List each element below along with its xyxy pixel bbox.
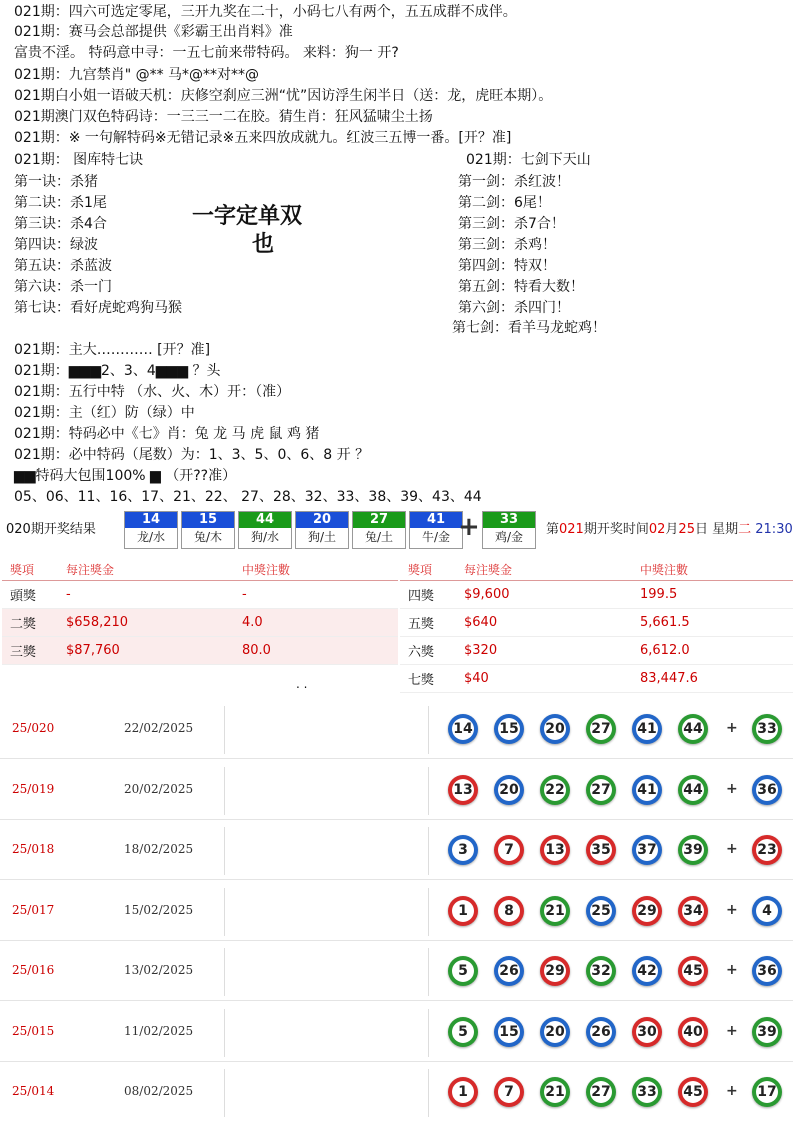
prize-name: 六獎: [400, 637, 456, 665]
ball-number: 21: [544, 900, 566, 922]
lottery-ball: [678, 714, 708, 744]
lottery-ball: [448, 775, 478, 805]
special-ball: [752, 956, 782, 986]
draw-number: 27: [353, 512, 405, 528]
column-divider: [428, 888, 429, 936]
draw-number: 20: [296, 512, 348, 528]
history-issue: 25/017: [12, 902, 55, 917]
lottery-ball: [678, 775, 708, 805]
prize-row: [400, 665, 793, 693]
prize-count: -: [234, 581, 398, 609]
ball-number: 8: [498, 900, 520, 922]
ball-number: 17: [756, 1081, 778, 1103]
ball-number: 22: [544, 779, 566, 801]
prize-count: 6,612.0: [632, 637, 793, 665]
draw-zodiac: 兔/木: [182, 528, 234, 546]
lottery-ball: [540, 714, 570, 744]
ball-number: 27: [590, 779, 612, 801]
column-divider: [224, 706, 225, 754]
lottery-ball: [632, 1017, 662, 1047]
column-divider: [428, 706, 429, 754]
lottery-ball: [678, 956, 708, 986]
plus-sign: +: [726, 1083, 738, 1099]
history-row: [0, 700, 793, 760]
ball-number: 20: [544, 1021, 566, 1043]
lottery-ball: [678, 1077, 708, 1107]
tuku-item-7: 第七诀：看好虎蛇鸡狗马猴: [14, 300, 182, 316]
line-2: 021期：赛马会总部提供《彩霸王出肖料》准: [14, 24, 293, 40]
plus-sign: +: [726, 841, 738, 857]
ball-number: 41: [636, 779, 658, 801]
row-separator: [0, 758, 793, 759]
column-divider: [428, 827, 429, 875]
special-ball: [752, 896, 782, 926]
lottery-ball: [678, 835, 708, 865]
line-1: 021期：四六可选定零尾，三开九奖在二十，小码七八有两个，五五成群不成伴。: [14, 4, 517, 20]
prize-name: 五獎: [400, 609, 456, 637]
plus-sign: +: [726, 780, 738, 797]
line-6: 021期澳门双色特码诗：一三三一二在胶。猜生肖：狂风猛啸尘土扬: [14, 109, 433, 125]
history-date: 22/02/2025: [124, 721, 194, 735]
ball-number: 7: [498, 839, 520, 861]
lottery-ball: [540, 835, 570, 865]
ball-number: 35: [590, 839, 612, 861]
line2-3: 021期：五行中特 （水、火、木）开：（准）: [14, 384, 291, 400]
tuku-item-5: 第五诀：杀蓝波: [14, 258, 112, 274]
ball-number: 45: [682, 960, 704, 982]
column-divider: [428, 1069, 429, 1117]
ball-number: 4: [756, 900, 778, 922]
prize-row: [400, 609, 793, 637]
draw-number: 14: [125, 512, 177, 528]
center-text-1: 一字定单双: [192, 203, 303, 229]
line2-2: 021期：▆▆▆2、3、4▆▆▆ ？头: [14, 363, 221, 379]
ball-number: 39: [682, 839, 704, 861]
special-ball: [752, 1077, 782, 1107]
line2-5: 021期：特码必中《七》肖：兔 龙 马 虎 鼠 鸡 猪: [14, 426, 320, 442]
draw-zodiac: 鸡/金: [483, 528, 535, 546]
prize-money: $87,760: [58, 637, 234, 665]
prize-row: [400, 581, 793, 609]
ball-number: 44: [682, 718, 704, 740]
ball-number: 42: [636, 960, 658, 982]
lottery-ball: [540, 956, 570, 986]
prize-header-money: 每注獎金: [58, 558, 234, 581]
row-separator: [0, 940, 793, 941]
ball-number: 44: [682, 779, 704, 801]
ball-number: 20: [544, 718, 566, 740]
column-divider: [224, 948, 225, 996]
ball-number: 36: [756, 779, 778, 801]
tuku-header: 021期： 图库特七诀: [14, 152, 144, 168]
info-mid: 期开奖时间: [583, 522, 649, 537]
draw-zodiac: 狗/土: [296, 528, 348, 546]
draw-result-title: 020期开奖结果: [6, 522, 96, 537]
info-month: 02: [648, 522, 666, 537]
center-text-2: 也: [252, 231, 275, 257]
prize-money: -: [58, 581, 234, 609]
prize-header-count: 中獎注數: [632, 558, 793, 581]
column-divider: [224, 1069, 225, 1117]
ball-number: 27: [590, 718, 612, 740]
lottery-ball: [586, 714, 616, 744]
prize-count: 4.0: [234, 609, 398, 637]
line2-1: 021期：主大………… [开？准]: [14, 342, 211, 358]
lottery-ball: [586, 775, 616, 805]
ball-number: 5: [452, 960, 474, 982]
tuku-item-2: 第二诀：杀1尾: [14, 195, 107, 211]
ball-number: 25: [590, 900, 612, 922]
info-time: 21:30: [755, 522, 793, 537]
info-day-unit: 日 星期: [694, 522, 739, 537]
history-issue: 25/018: [12, 842, 55, 856]
ball-number: 5: [452, 1021, 474, 1043]
ball-number: 34: [682, 900, 704, 922]
ball-number: 41: [636, 718, 658, 740]
row-separator: [0, 1000, 793, 1001]
lottery-ball: [494, 714, 524, 744]
line2-6: 021期：必中特码（尾数）为：1、3、5、0、6、8 开 ？: [14, 447, 370, 463]
lottery-ball: [586, 956, 616, 986]
history-date: 13/02/2025: [124, 963, 194, 977]
lottery-ball: [632, 956, 662, 986]
ball-number: 3: [452, 839, 474, 861]
ball-number: 1: [452, 900, 474, 922]
ball-number: 39: [756, 1021, 778, 1043]
draw-number: 41: [410, 512, 462, 528]
column-divider: [224, 767, 225, 815]
lottery-ball: [678, 1017, 708, 1047]
qijian-header: 021期：七剑下天山: [466, 152, 591, 168]
prize-table-left: [2, 558, 398, 665]
history-row: [0, 761, 793, 821]
prize-name: 二獎: [2, 609, 58, 637]
qijian-item-4: 第三剑：杀鸡！: [458, 237, 556, 253]
history-issue: 25/014: [12, 1084, 55, 1098]
ball-number: 15: [498, 718, 520, 740]
history-date: 15/02/2025: [124, 902, 194, 917]
prize-row: [2, 581, 398, 609]
column-divider: [428, 948, 429, 996]
history-issue: 25/020: [12, 721, 55, 735]
history-date: 11/02/2025: [124, 1023, 194, 1038]
info-day: 25: [678, 522, 695, 537]
lottery-ball: [632, 714, 662, 744]
lottery-ball: [540, 1017, 570, 1047]
ball-number: 29: [636, 900, 658, 922]
prize-count: 80.0: [234, 637, 398, 665]
lottery-ball: [632, 835, 662, 865]
plus-sign: +: [726, 962, 738, 978]
lottery-ball: [494, 896, 524, 926]
lottery-ball: [448, 896, 478, 926]
line2-4: 021期：主（红）防（绿）中: [14, 405, 195, 421]
history-date: 20/02/2025: [124, 781, 194, 796]
lottery-ball: [586, 1017, 616, 1047]
history-row: [0, 1003, 793, 1063]
draw-ball: [124, 511, 178, 549]
lottery-ball: [448, 956, 478, 986]
qijian-item-6: 第五剑：特看大数！: [458, 279, 584, 295]
draw-number: 33: [483, 512, 535, 528]
qijian-item-1: 第一剑：杀红波！: [458, 174, 570, 190]
qijian-item-8: 第七剑：看羊马龙蛇鸡！: [452, 320, 606, 336]
history-issue: 25/015: [12, 1023, 55, 1038]
prize-header-name: 獎項: [400, 558, 456, 581]
column-divider: [224, 1009, 225, 1057]
history-date: 08/02/2025: [124, 1084, 194, 1098]
dots: . .: [296, 677, 308, 691]
line-5: 021期白小姐一语破天机：庆修空刹应三洲“忧”因访浮生闲半日（送：龙，虎旺本期）。: [14, 88, 553, 104]
plus-sign: +: [726, 901, 738, 918]
row-separator: [0, 1061, 793, 1062]
lottery-ball: [540, 1077, 570, 1107]
draw-number: 44: [239, 512, 291, 528]
plus-sign: +: [726, 720, 738, 736]
line2-7: ▆▆特码大包围100% ▆ （开??准）: [14, 468, 237, 484]
column-divider: [428, 767, 429, 815]
ball-number: 32: [590, 960, 612, 982]
prize-name: 四獎: [400, 581, 456, 609]
history-row: [0, 882, 793, 942]
tuku-item-6: 第六诀：杀一门: [14, 279, 112, 295]
prize-money: $658,210: [58, 609, 234, 637]
lottery-ball: [494, 775, 524, 805]
ball-number: 14: [452, 718, 474, 740]
line-3: 富贵不淫。 特码意中寻：一五七前来带特码。 来料：狗一 开?: [14, 45, 399, 61]
line-4: 021期：九宫禁肖" @** 马*@**对**@: [14, 67, 260, 83]
lottery-ball: [586, 896, 616, 926]
ball-number: 1: [452, 1081, 474, 1103]
prize-header-name: 獎項: [2, 558, 58, 581]
ball-number: 30: [636, 1021, 658, 1043]
ball-number: 40: [682, 1021, 704, 1043]
ball-number: 26: [498, 960, 520, 982]
draw-zodiac: 龙/水: [125, 528, 177, 546]
column-divider: [224, 827, 225, 875]
lottery-ball: [632, 775, 662, 805]
plus-sign: +: [726, 1022, 738, 1039]
lottery-ball: [540, 775, 570, 805]
info-month-unit: 月: [665, 522, 679, 537]
plus-sign: +: [458, 512, 480, 542]
history-row: [0, 942, 793, 1002]
next-draw-info: [546, 518, 793, 537]
draw-ball: [238, 511, 292, 549]
prize-money: $320: [456, 637, 632, 665]
ball-number: 33: [636, 1081, 658, 1103]
ball-number: 20: [498, 779, 520, 801]
draw-result-bar: [0, 506, 793, 550]
row-separator: [0, 819, 793, 820]
draw-number: 15: [182, 512, 234, 528]
lottery-ball: [586, 835, 616, 865]
ball-number: 26: [590, 1021, 612, 1043]
ball-number: 13: [544, 839, 566, 861]
prize-row: [400, 637, 793, 665]
draw-zodiac: 牛/金: [410, 528, 462, 546]
prize-name: 頭獎: [2, 581, 58, 609]
prize-header-money: 每注獎金: [456, 558, 632, 581]
special-ball: [752, 714, 782, 744]
prize-table: [0, 558, 793, 690]
special-ball: [752, 835, 782, 865]
ball-number: 21: [544, 1081, 566, 1103]
line2-8: 05、06、11、16、17、21、22、 27、28、32、33、38、39、43、44: [14, 489, 482, 505]
ball-number: 33: [756, 718, 778, 740]
prize-money: $40: [456, 665, 632, 693]
history-row: [0, 821, 793, 881]
history-date: 18/02/2025: [124, 842, 194, 856]
lottery-ball: [494, 956, 524, 986]
prize-header-count: 中獎注數: [234, 558, 398, 581]
info-weekday: 二: [738, 522, 752, 537]
info-pre: 第: [546, 522, 560, 537]
qijian-item-3: 第三剑：杀7合！: [458, 216, 565, 232]
prize-money: $9,600: [456, 581, 632, 609]
lottery-ball: [448, 835, 478, 865]
ball-number: 27: [590, 1081, 612, 1103]
ball-number: 29: [544, 960, 566, 982]
ball-number: 15: [498, 1021, 520, 1043]
ball-number: 45: [682, 1081, 704, 1103]
lottery-ball: [494, 1077, 524, 1107]
prize-row: [2, 637, 398, 665]
lottery-ball: [586, 1077, 616, 1107]
lottery-ball: [678, 896, 708, 926]
info-issue: 021: [559, 522, 584, 537]
special-ball: [752, 775, 782, 805]
lottery-ball: [448, 1077, 478, 1107]
tuku-item-1: 第一诀：杀猪: [14, 174, 98, 190]
column-divider: [224, 888, 225, 936]
history-issue: 25/019: [12, 781, 55, 796]
ball-number: 36: [756, 960, 778, 982]
tuku-item-3: 第三诀：杀4合: [14, 216, 107, 232]
prize-table-right: [400, 558, 793, 693]
tuku-item-4: 第四诀：绿波: [14, 237, 98, 253]
lottery-ball: [494, 835, 524, 865]
lottery-ball: [494, 1017, 524, 1047]
lottery-ball: [448, 1017, 478, 1047]
lottery-ball: [448, 714, 478, 744]
column-divider: [428, 1009, 429, 1057]
qijian-item-2: 第二剑：6尾！: [458, 195, 551, 211]
line-7: 021期：※ 一句解特码※无错记录※五来四放成就九。红波三五博一番。[开？准]: [14, 130, 512, 146]
prize-count: 199.5: [632, 581, 793, 609]
draw-zodiac: 狗/水: [239, 528, 291, 546]
prize-count: 83,447.6: [632, 665, 793, 693]
special-draw-ball: [482, 511, 536, 549]
lottery-ball: [632, 896, 662, 926]
lottery-ball: [632, 1077, 662, 1107]
draw-zodiac: 兔/土: [353, 528, 405, 546]
row-separator: [0, 879, 793, 880]
ball-number: 23: [756, 839, 778, 861]
draw-ball: [181, 511, 235, 549]
history-issue: 25/016: [12, 963, 55, 977]
special-ball: [752, 1017, 782, 1047]
draw-ball: [295, 511, 349, 549]
lottery-ball: [540, 896, 570, 926]
qijian-item-5: 第四剑：特双！: [458, 258, 556, 274]
history-row: [0, 1063, 793, 1123]
prize-row: [2, 609, 398, 637]
ball-number: 13: [452, 779, 474, 801]
prize-name: 三獎: [2, 637, 58, 665]
ball-number: 7: [498, 1081, 520, 1103]
prize-count: 5,661.5: [632, 609, 793, 637]
qijian-item-7: 第六剑：杀四门！: [458, 300, 570, 316]
prize-money: $640: [456, 609, 632, 637]
draw-ball: [352, 511, 406, 549]
draw-ball: [409, 511, 463, 549]
prize-name: 七獎: [400, 665, 456, 693]
ball-number: 37: [636, 839, 658, 861]
